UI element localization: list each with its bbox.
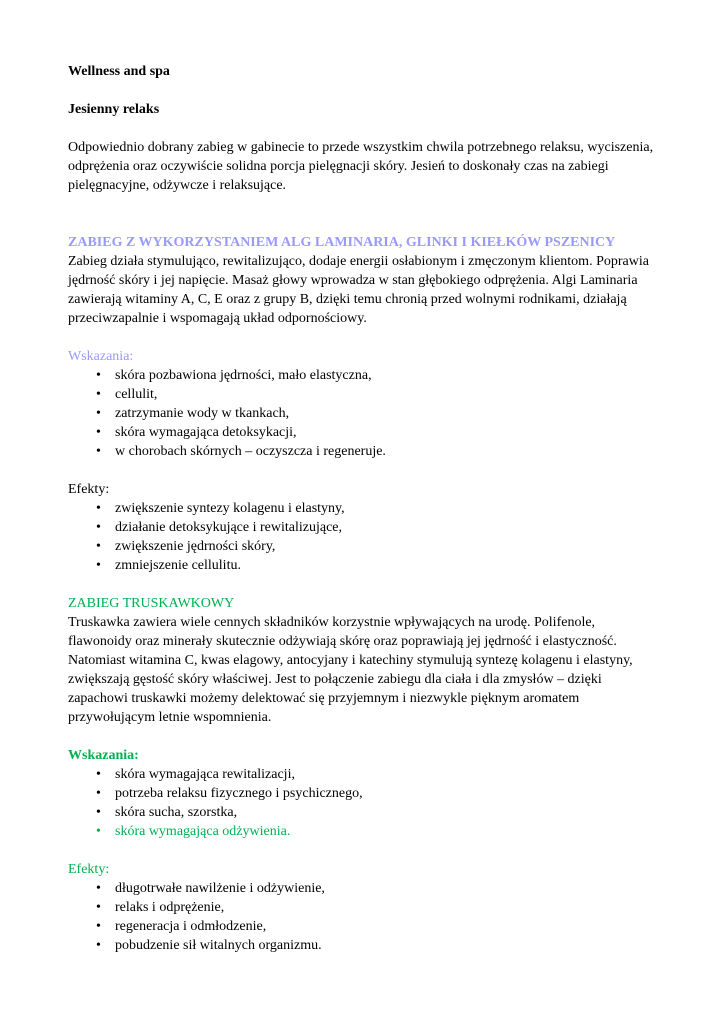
list-item: • pobudzenie sił witalnych organizmu. — [68, 936, 659, 955]
list-item: • skóra pozbawiona jędrności, mało elastyczna, — [68, 366, 659, 385]
list-item: • skóra wymagająca rewitalizacji, — [68, 765, 659, 784]
treatment-2-effects-label: Efekty: — [68, 862, 110, 877]
list-item: • zwiększenie jędrności skóry, — [68, 537, 659, 556]
list-item: • zwiększenie syntezy kolagenu i elastyny, — [68, 499, 659, 518]
list-item: • skóra wymagająca detoksykacji, — [68, 423, 659, 442]
doc-title: Wellness and spa — [68, 64, 170, 79]
doc-subtitle: Jesienny relaks — [68, 102, 160, 117]
list-item: • długotrwałe nawilżenie i odżywienie, — [68, 879, 659, 898]
list-item: • w chorobach skórnych – oczyszcza i regeneruje. — [68, 442, 659, 461]
treatment-1-indications-label: Wskazania: — [68, 349, 134, 364]
list-item: • zatrzymanie wody w tkankach, — [68, 404, 659, 423]
list-item: • relaks i odprężenie, — [68, 898, 659, 917]
list-item: • skóra sucha, szorstka, — [68, 803, 659, 822]
treatment-2-indications-label: Wskazania: — [68, 748, 139, 763]
list-item: • zmniejszenie cellulitu. — [68, 556, 659, 575]
list-item: • cellulit, — [68, 385, 659, 404]
treatment-1-description: Zabieg działa stymulująco, rewitalizująco, dodaje energii osłabionym i zmęczonym klientom. Poprawia jędrność skóry i jej napięcie. Masaż głowy wprowadza w stan głębokiego odprężenia. Algi Laminaria zawierają witaminy A, C, E oraz z grupy B, dzięki temu chronią przed wolnymi rodnikami, działają przeciwzapalnie i wspomagają układ odpornościowy. — [68, 254, 649, 326]
treatment-2-effects-list — [68, 879, 659, 955]
treatment-2-heading: ZABIEG TRUSKAWKOWY — [68, 596, 235, 611]
list-item: • potrzeba relaksu fizycznego i psychicznego, — [68, 784, 659, 803]
list-item: • skóra wymagająca odżywienia. — [68, 822, 659, 841]
treatment-1-heading: ZABIEG Z WYKORZYSTANIEM ALG LAMINARIA, GLINKI I KIEŁKÓW PSZENICY — [68, 235, 616, 250]
treatment-1-indications-list — [68, 366, 659, 461]
list-item: • regeneracja i odmłodzenie, — [68, 917, 659, 936]
intro-paragraph: Odpowiednio dobrany zabieg w gabinecie to przede wszystkim chwila potrzebnego relaksu, wyciszenia, odprężenia oraz oczywiście solidna porcja pielęgnacji skóry. Jesień to doskonały czas na zabiegi pielęgnacyjne, odżywcze i relaksujące. — [68, 140, 654, 193]
treatment-2-indications-list — [68, 765, 659, 841]
treatment-1-effects-list — [68, 499, 659, 575]
list-item: • działanie detoksykujące i rewitalizujące, — [68, 518, 659, 537]
treatment-2-description: Truskawka zawiera wiele cennych składników korzystnie wpływających na urodę. Polifenole, flawonoidy oraz minerały skutecznie odżywiają skórę oraz poprawiają jej jędrność i elastyczność. Natomiast witamina C, kwas elagowy, antocyjany i katechiny stymulują syntezę kolagenu i elastyny, zwiększają gęstość skóry właściwej. Jest to połączenie zabiegu dla ciała i dla zmysłów – dzięki zapachowi truskawki możemy delektować się przyjemnym i niezwykle pięknym aromatem przywołującym letnie wspomnienia. — [68, 615, 633, 725]
treatment-1-effects-label: Efekty: — [68, 482, 110, 497]
